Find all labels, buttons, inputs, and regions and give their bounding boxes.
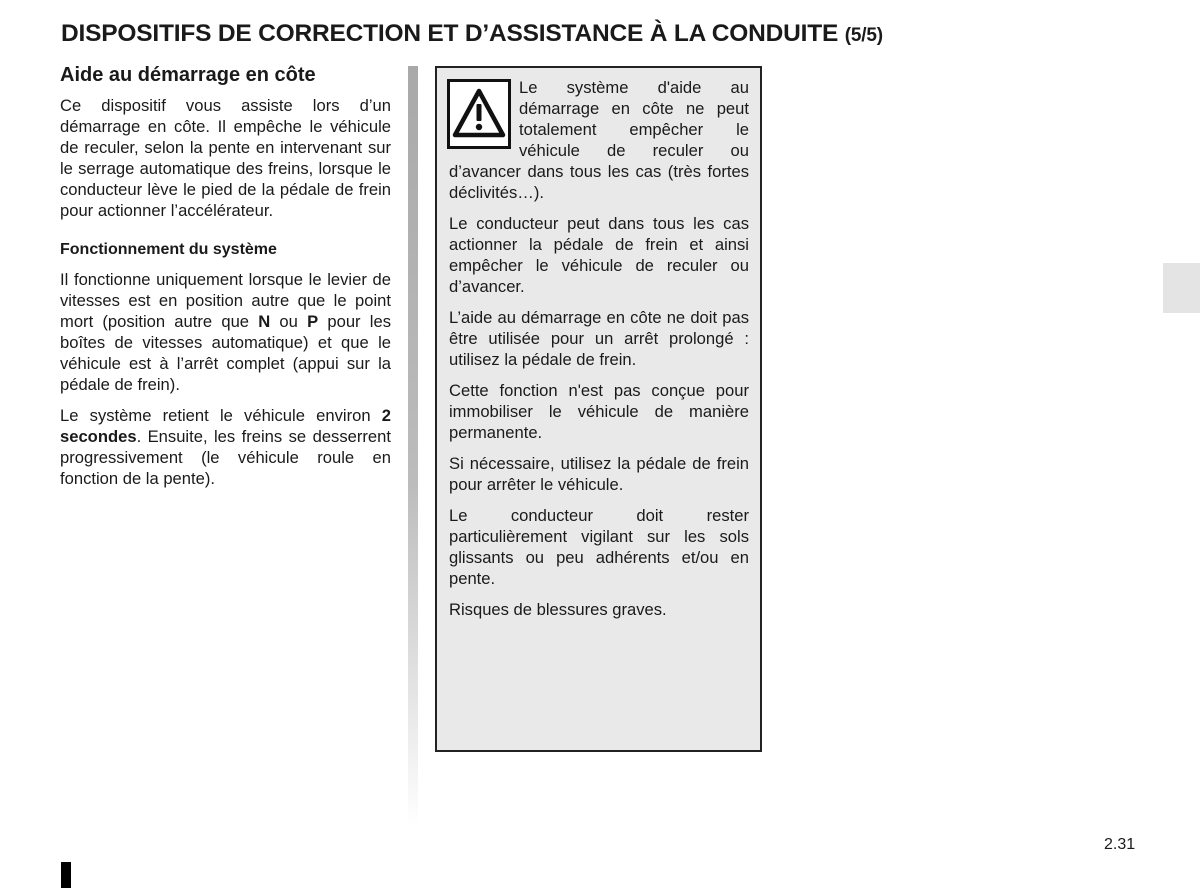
hold-text-c: . Ensuite, les freins se desserrent progressivement (le véhicule roule en fonction de la pente). <box>60 427 391 488</box>
hold-paragraph <box>60 405 391 489</box>
warning-paragraph-7: Risques de blessures graves. <box>449 600 667 619</box>
subheading-fonctionnement: Fonctionnement du système <box>60 241 277 258</box>
chapter-side-tab <box>1163 263 1200 313</box>
warning-paragraph-6: Le conducteur doit rester particulièrement vigilant sur les sols glissants ou peu adhérents et/ou en pente. <box>449 506 749 588</box>
section-heading: Aide au démarrage en côte <box>60 64 316 86</box>
column-separator-bar <box>408 66 418 826</box>
left-column <box>60 62 391 499</box>
hold-duration: 2 secondes <box>60 406 391 446</box>
operation-text-a: Il fonctionne uniquement lorsque le levier de vitesses est en position autre que le point mort (position autre que <box>60 270 391 331</box>
page-title-suffix: (5/5) <box>844 25 883 46</box>
page-title <box>61 18 1061 52</box>
warning-paragraph-3: L’aide au démarrage en côte ne doit pas être utilisée pour un arrêt prolongé : utilisez la pédale de frein. <box>449 308 749 369</box>
warning-paragraph-2: Le conducteur peut dans tous les cas actionner la pédale de frein et ainsi empêcher le véhicule de reculer ou d’avancer. <box>449 214 749 296</box>
gear-p-label: P <box>307 312 319 331</box>
corner-crop-mark <box>61 862 71 888</box>
warning-box <box>435 66 762 752</box>
page-number: 2.31 <box>1104 836 1136 853</box>
warning-triangle-icon <box>447 79 511 149</box>
operation-text-c: ou <box>270 312 308 331</box>
warning-paragraph-5: Si nécessaire, utilisez la pédale de frein pour arrêter le véhicule. <box>449 454 749 494</box>
gear-n-label: N <box>258 312 271 331</box>
warning-paragraph-1: Le système d'aide au démarrage en côte ne peut totalement empêcher le véhicule de reculer ou d’avancer dans tous les cas (très fortes déclivités…). <box>449 78 749 202</box>
intro-paragraph: Ce dispositif vous assiste lors d’un démarrage en côte. Il empêche le véhicule de reculer, selon la pente en intervenant sur le serrage automatique des freins, lorsque le conducteur lève le pied de la pédale de frein pour actionner l’accélérateur. <box>60 96 391 220</box>
warning-paragraph-4: Cette fonction n'est pas conçue pour immobiliser le véhicule de manière permanente. <box>449 381 749 442</box>
operation-paragraph <box>60 269 391 395</box>
hold-text-a: Le système retient le véhicule environ <box>60 406 382 425</box>
operation-text-e: pour les boîtes de vitesses automatique) et que le véhicule est à l’arrêt complet (appui sur la pédale de frein). <box>60 312 391 394</box>
page-title-text: DISPOSITIFS DE CORRECTION ET D’ASSISTANCE À LA CONDUITE <box>61 20 839 47</box>
